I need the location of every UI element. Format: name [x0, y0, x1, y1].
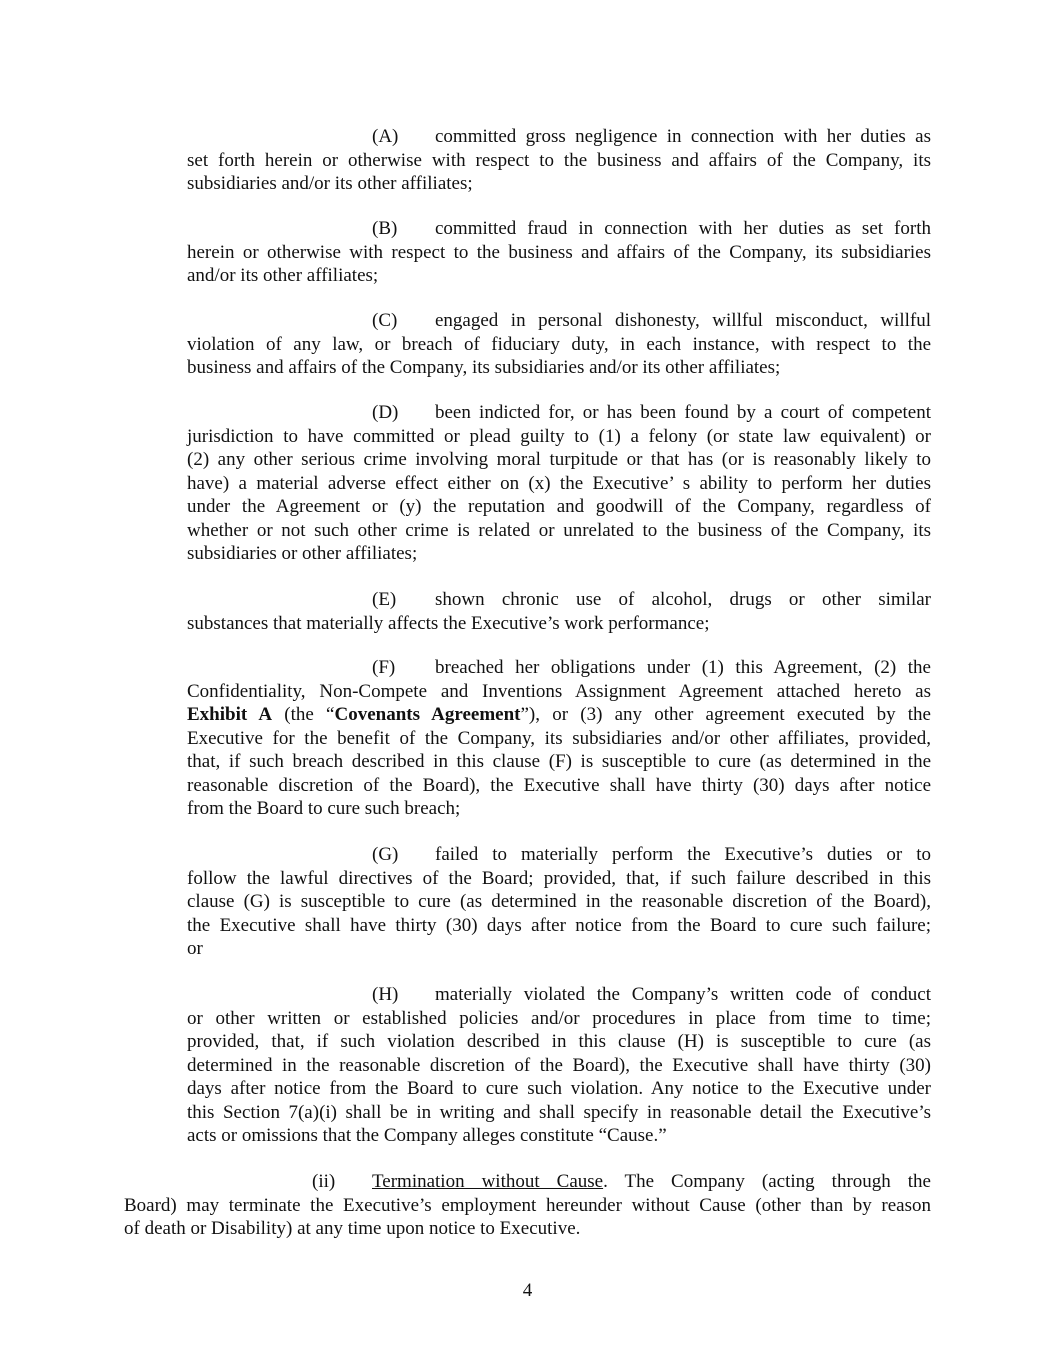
clause-line: under the Agreement or (y) the reputation and goodwill of the Company, regardless of [187, 496, 931, 517]
exhibit-reference: Exhibit A [187, 704, 273, 725]
clause-line: Executive for the benefit of the Company, its subsidiaries and/or other affiliates, provided, [187, 727, 931, 749]
clause-c [187, 309, 931, 380]
clause-text: engaged in personal dishonesty, willful misconduct, willful [435, 310, 931, 331]
clause-text: shown chronic use of alcohol, drugs or other similar [435, 589, 931, 610]
clause-label: (F) [372, 657, 396, 678]
clause-line: days after notice from the Board to cure such violation. Any notice to the Executive under [187, 1078, 931, 1099]
clause-first-line [187, 125, 931, 149]
clause-b [187, 217, 931, 288]
clause-line: determined in the reasonable discretion of the Board), the Executive shall have thirty (30) [187, 1054, 931, 1076]
clause-line: violation of any law, or breach of fiduciary duty, in each instance, with respect to the [187, 333, 931, 355]
clause-label: (G) [372, 844, 399, 865]
clause-first-line [187, 588, 931, 612]
clause-g [187, 843, 931, 961]
clause-first-line [187, 843, 931, 867]
clause-text: committed fraud in connection with her duties as set forth [435, 218, 931, 239]
clause-line: set forth herein or otherwise with respect to the business and affairs of the Company, its [187, 149, 931, 171]
clause-line: reasonable discretion of the Board), the Executive shall have thirty (30) days after notice [187, 774, 931, 796]
clause-text: breached her obligations under (1) this Agreement, (2) the [435, 657, 931, 678]
clause-text: committed gross negligence in connection with her duties as [435, 126, 931, 147]
section-first-line [124, 1170, 931, 1194]
section-ii [124, 1170, 931, 1241]
clause-text: failed to materially perform the Executive’s duties or to [435, 844, 931, 865]
clause-line: (2) any other serious crime involving moral turpitude or that has (or is reasonably likely to [187, 449, 931, 470]
clause-first-line [187, 217, 931, 241]
clause-line: provided, that, if such violation described in this clause (H) is susceptible to cure (as [187, 1031, 931, 1052]
clause-a [187, 125, 931, 196]
clause-line: or [187, 938, 203, 959]
clause-h [187, 983, 931, 1148]
clause-line: acts or omissions that the Company alleges constitute “Cause.” [187, 1125, 667, 1146]
clause-line: that, if such breach described in this clause (F) is susceptible to cure (as determined in the [187, 751, 931, 772]
section-label: (ii) [312, 1171, 336, 1192]
section-heading: Termination without Cause [372, 1171, 604, 1192]
clause-line: and/or its other affiliates; [187, 265, 379, 286]
clause-line: whether or not such other crime is related or unrelated to the business of the Company, its [187, 519, 931, 541]
section-line: Board) may terminate the Executive’s employment hereunder without Cause (other than by reason [124, 1194, 931, 1216]
clause-line: Confidentiality, Non-Compete and Inventions Assignment Agreement attached hereto as [187, 680, 931, 702]
clause-label: (A) [372, 126, 399, 147]
clause-line: jurisdiction to have committed or plead guilty to (1) a felony (or state law equivalent) or [187, 425, 931, 447]
clause-line: or other written or established policies and/or procedures in place from time to time; [187, 1007, 931, 1029]
clause-d [187, 401, 931, 566]
clause-text: (the “ [272, 704, 335, 725]
section-line: of death or Disability) at any time upon notice to Executive. [124, 1218, 581, 1239]
clause-line: herein or otherwise with respect to the business and affairs of the Company, its subsidiaries [187, 241, 931, 263]
clause-f [187, 656, 931, 821]
clause-first-line [187, 656, 931, 680]
clause-line: business and affairs of the Company, its subsidiaries and/or its other affiliates; [187, 357, 781, 378]
clause-e [187, 588, 931, 635]
clause-label: (E) [372, 589, 397, 610]
clause-text: ”), or (3) any other agreement executed by the [520, 704, 931, 725]
clause-line: follow the lawful directives of the Board; provided, that, if such failure described in this [187, 867, 931, 889]
clause-line: have) a material adverse effect either on (x) the Executive’ s ability to perform her duties [187, 472, 931, 494]
clause-label: (C) [372, 310, 398, 331]
clause-first-line [187, 983, 931, 1007]
clause-first-line [187, 401, 931, 425]
clause-label: (H) [372, 984, 399, 1005]
clause-line [187, 703, 931, 727]
page-number: 4 [522, 1280, 533, 1301]
clause-line: from the Board to cure such breach; [187, 798, 461, 819]
clause-first-line [187, 309, 931, 333]
clause-line: the Executive shall have thirty (30) days after notice from the Board to cure such failure; [187, 914, 931, 936]
defined-term: Covenants Agreement [334, 704, 521, 725]
clause-line: subsidiaries and/or its other affiliates; [187, 173, 473, 194]
clause-line: clause (G) is susceptible to cure (as determined in the reasonable discretion of the Board), [187, 891, 931, 912]
clause-label: (D) [372, 402, 399, 423]
clause-line: substances that materially affects the Executive’s work performance; [187, 612, 710, 634]
section-text: . The Company (acting through the [603, 1171, 931, 1192]
clause-line: subsidiaries or other affiliates; [187, 543, 418, 564]
clause-text: been indicted for, or has been found by a court of competent [435, 402, 931, 423]
clause-label: (B) [372, 218, 398, 239]
clause-text: materially violated the Company’s written code of conduct [435, 984, 931, 1005]
clause-line: this Section 7(a)(i) shall be in writing and shall specify in reasonable detail the Executive’s [187, 1101, 931, 1123]
